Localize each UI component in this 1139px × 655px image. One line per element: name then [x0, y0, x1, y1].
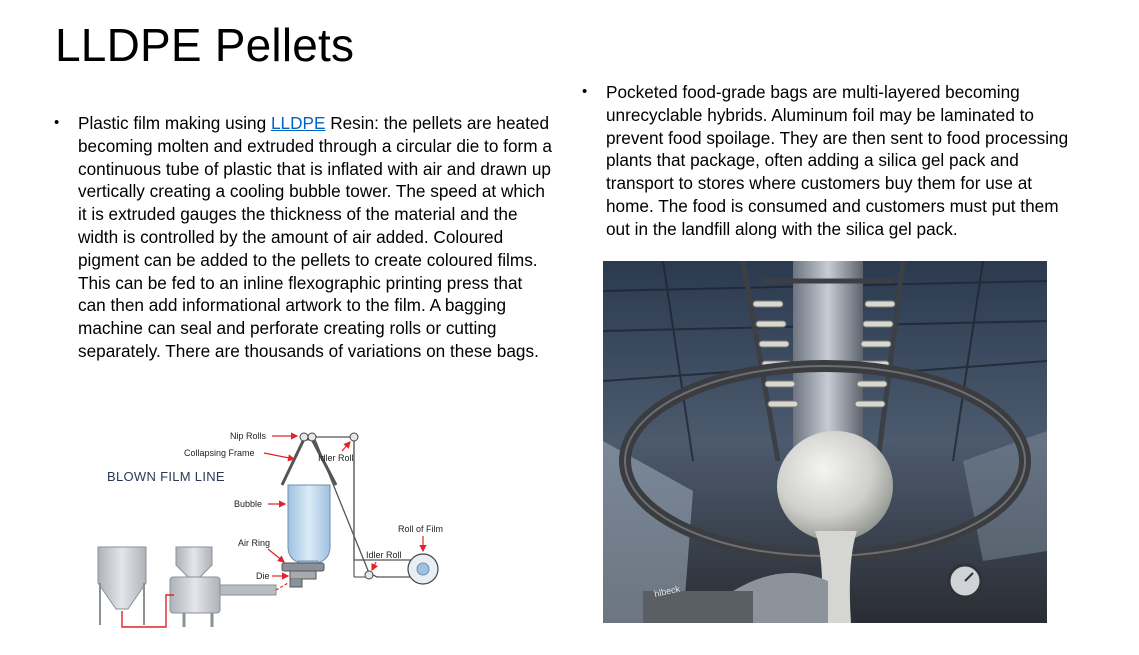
bubble-shape	[288, 485, 330, 563]
arrow-idler-roll-bottom	[372, 562, 376, 570]
extruder-body	[170, 577, 220, 613]
bullet-dot: •	[582, 83, 588, 100]
label-idler-roll-top: Idler Roll	[318, 453, 354, 463]
slide-title: LLDPE Pellets	[55, 19, 355, 71]
label-collapsing-frame: Collapsing Frame	[184, 448, 255, 458]
arrow-air-ring	[268, 549, 284, 562]
left-bullet-paragraph	[54, 112, 554, 382]
diagram-title: BLOWN FILM LINE	[107, 469, 225, 484]
die-shape	[290, 571, 316, 579]
diagram-svg	[92, 425, 452, 635]
label-nip-rolls: Nip Rolls	[230, 431, 267, 441]
arrow-collapsing-frame	[264, 453, 294, 459]
label-idler-roll-bottom: Idler Roll	[366, 550, 402, 560]
photo-svg	[603, 261, 1047, 623]
blown-film-line-diagram	[92, 425, 452, 635]
film-bubble	[777, 431, 893, 541]
label-air-ring: Air Ring	[238, 538, 271, 548]
hopper-large	[98, 547, 146, 609]
nip-roll-right	[308, 433, 316, 441]
right-bullet-paragraph	[582, 81, 1077, 241]
bubble-tower-photo	[603, 261, 1047, 623]
roll-of-film-core	[417, 563, 429, 575]
melt-flow-line	[276, 583, 288, 590]
label-roll-of-film: Roll of Film	[398, 524, 444, 534]
left-bullet-lead: Plastic film making using	[78, 113, 271, 133]
idler-roll-top-shape	[350, 433, 358, 441]
label-bubble: Bubble	[234, 499, 263, 509]
left-bullet-text	[78, 112, 554, 363]
lldpe-link[interactable]: LLDPE	[270, 113, 326, 133]
idler-roll-bottom-shape	[365, 571, 373, 579]
label-die: Die	[256, 571, 270, 581]
air-ring-shape	[282, 563, 324, 571]
left-bullet-body: Resin: the pellets are heated becoming molten and extruded through a circular die to form a continuous tube of plastic that is inflated with air and drawn up vertically creating a cooling bubble tower. The speed at which it is extruded gauges the thickness of the material and the width is controlled by the amount of air added. Coloured pigment can be added to the pellets to create coloured films. This can be fed to an inline flexographic printing press that can then add informational artwork to the film. A bagging machine can seal and perforate creating rolls or cutting separately. There are thousands of variations on these bags.	[78, 113, 552, 361]
die-pipe	[290, 579, 302, 587]
hopper-small	[176, 547, 212, 577]
nip-roll-left	[300, 433, 308, 441]
bullet-dot: •	[54, 114, 60, 131]
extruder-barrel	[220, 585, 276, 595]
machine-badge-text: hlbeck	[653, 583, 681, 599]
right-bullet-text: Pocketed food-grade bags are multi-layered becoming unrecyclable hybrids. Aluminum foil may be laminated to prevent food spoilage. They are then sent to food processing plants that package, often adding a silica gel pack and transport to stores where customers buy them for use at home. The food is consumed and customers must put them out in the landfill along with the silica gel pack.	[606, 82, 1069, 239]
arrow-idler-roll-top	[342, 442, 350, 451]
